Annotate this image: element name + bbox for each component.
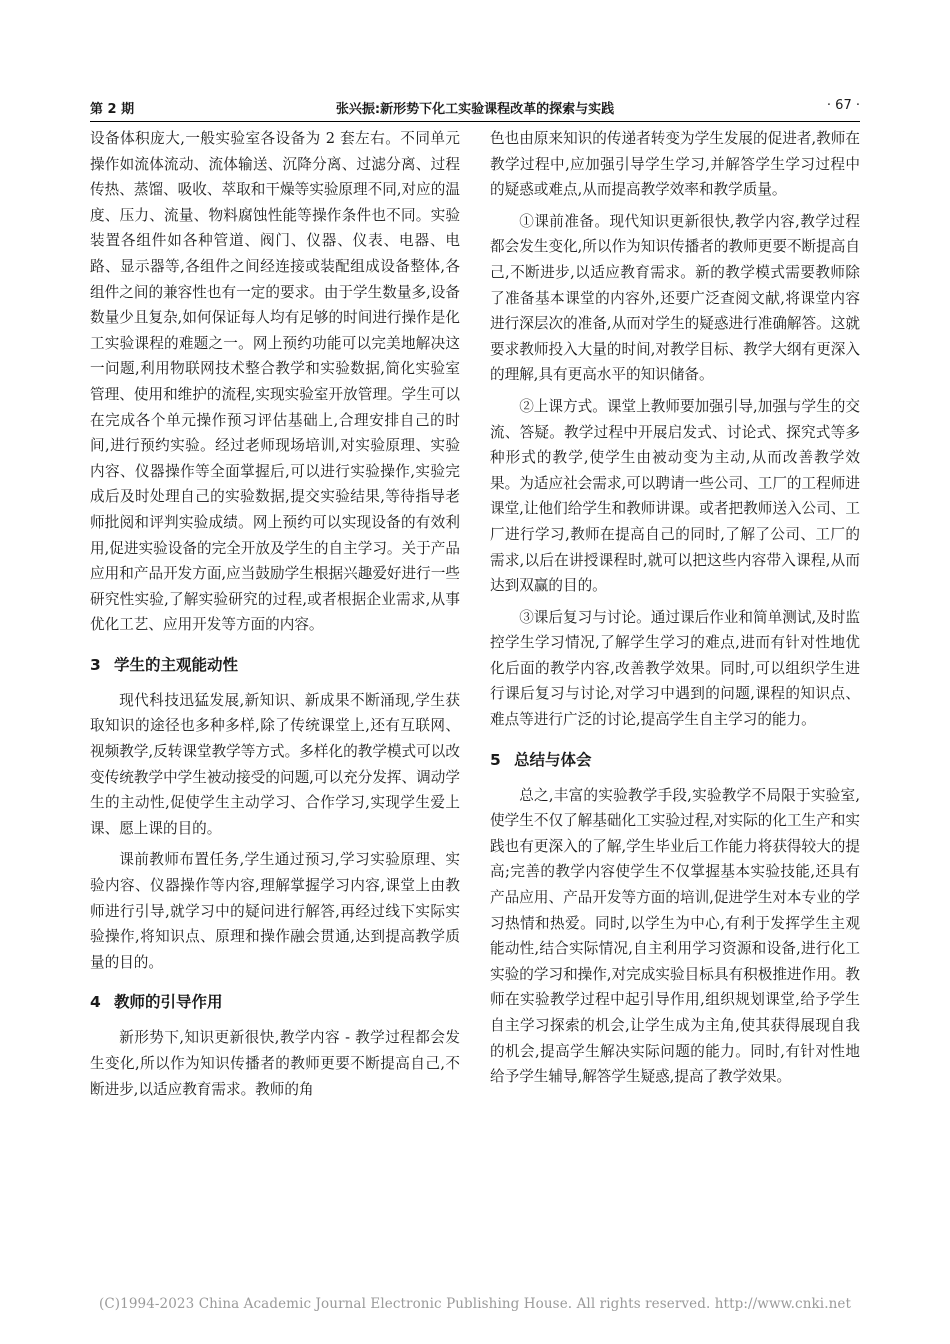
section-number: 5 xyxy=(490,750,501,769)
copyright-footer: (C)1994-2023 China Academic Journal Electronic Publishing House. All rights reserved. http://www.cnki.net xyxy=(98,1296,852,1312)
running-header xyxy=(90,96,860,118)
body-paragraph: ③课后复习与讨论。通过课后作业和简单测试,及时监控学生学习情况,了解学生学习的难点,进而有针对性地优化后面的教学内容,改善教学效果。同时,可以组织学生进行课后复习与讨论,对学习中遇到的问题,课程的知识点、难点等进行广泛的讨论,提高学生自主学习的能力。 xyxy=(490,608,860,729)
section-title: 总结与体会 xyxy=(514,750,592,769)
page-number: · 67 · xyxy=(826,98,860,113)
article-running-title: 张兴振:新形势下化工实验课程改革的探索与实践 xyxy=(335,102,615,117)
left-column xyxy=(90,126,460,1108)
section-number: 3 xyxy=(90,655,101,674)
section-title: 教师的引导作用 xyxy=(114,993,223,1012)
body-paragraph: 课前教师布置任务,学生通过预习,学习实验原理、实验内容、仪器操作等内容,理解掌握学习内容,课堂上由教师进行引导,就学习中的疑问进行解答,再经过线下实际实验操作,将知识点、原理和操作融会贯通,达到提高教学质量的目的。 xyxy=(90,851,460,971)
section-5-heading xyxy=(490,749,860,771)
body-paragraph: ②上课方式。课堂上教师要加强引导,加强与学生的交流、答疑。教学过程中开展启发式、讨论式、探究式等多种形式的教学,使学生由被动变为主动,从而改善教学效果。为适应社会需求,可以聘请一些公司、工厂的工程师进课堂,让他们给学生和教师讲课。或者把教师送入公司、工厂进行学习,教师在提高自己的同时,了解了公司、工厂的需求,以后在讲授课程时,就可以把这些内容带入课程,从而达到双赢的目的。 xyxy=(490,397,860,595)
body-paragraph: ①课前准备。现代知识更新很快,教学内容,教学过程都会发生变化,所以作为知识传播者的教师更要不断提高自己,不断进步,以适应教育需求。新的教学模式需要教师除了准备基本课堂的内容外,还要广泛查阅文献,将课堂内容进行深层次的准备,从而对学生的疑惑进行准确解答。这就要求教师投入大量的时间,对教学目标、教学大纲有更深入的理解,具有更高水平的知识储备。 xyxy=(490,212,860,384)
section-number: 4 xyxy=(90,993,101,1012)
body-paragraph: 新形势下,知识更新很快,教学内容 - 教学过程都会发生变化,所以作为知识传播者的教师更要不断提高自己,不断进步,以适应教育需求。教师的角 xyxy=(90,1029,460,1098)
section-3-heading xyxy=(90,654,460,676)
section-title: 学生的主观能动性 xyxy=(114,655,239,674)
body-paragraph: 现代科技迅猛发展,新知识、新成果不断涌现,学生获取知识的途径也多种多样,除了传统课堂上,还有互联网、视频教学,反转课堂教学等方式。多样化的教学模式可以改变传统教学中学生被动接受的问题,可以充分发挥、调动学生的主动性,促使学生主动学习、合作学习,实现学生爱上课、愿上课的目的。 xyxy=(90,691,460,837)
body-paragraph: 总之,丰富的实验教学手段,实验教学不局限于实验室,使学生不仅了解基础化工实验过程,对实际的化工生产和实践也有更深入的了解,学生毕业后工作能力将获得较大的提高;完善的教学内容使学生不仅掌握基本实验技能,还具有产品应用、产品开发等方面的培训,促进学生对本专业的学习热情和热爱。同时,以学生为中心,有利于发挥学生主观能动性,结合实际情况,自主利用学习资源和设备,进行化工实验的学习和操作,对完成实验目标具有积极推进作用。教师在实验教学过程中起引导作用,组织规划课堂,给予学生自主学习探索的机会,让学生成为主角,使其获得展现自我的机会,提高学生解决实际问题的能力。同时,有针对性地给予学生辅导,解答学生疑惑,提高了教学效果。 xyxy=(490,786,860,1086)
body-paragraph: 色也由原来知识的传递者转变为学生发展的促进者,教师在教学过程中,应加强引导学生学习,并解答学生学习过程中的疑惑或难点,从而提高教学效率和教学质量。 xyxy=(490,130,860,199)
issue-number: 第 2 期 xyxy=(90,102,135,117)
body-paragraph: 设备体积庞大,一般实验室各设备为 2 套左右。不同单元操作如流体流动、流体输送、沉降分离、过滤分离、过程传热、蒸馏、吸收、萃取和干燥等实验原理不同,对应的温度、压力、流量、物料腐蚀性能等操作条件也不同。实验装置各组件如各种管道、阀门、仪器、仪表、电器、电路、显示器等,各组件之间经连接或装配组成设备整体,各组件之间的兼容性也有一定的要求。由于学生数量多,设备数量少且复杂,如何保证每人均有足够的时间进行操作是化工实验课程的难题之一。网上预约功能可以完美地解决这一问题,利用物联网技术整合教学和实验数据,简化实验室管理、使用和维护的流程,实现实验室开放管理。学生可以在完成各个单元操作预习评估基础上,合理安排自己的时间,进行预约实验。经过老师现场培训,对实验原理、实验内容、仪器操作等全面掌握后,可以进行实验操作,实验完成后及时处理自己的实验数据,提交实验结果,等待指导老师批阅和评判实验成绩。网上预约可以实现设备的有效利用,促进实验设备的完全开放及学生的自主学习。关于产品应用和产品开发方面,应当鼓励学生根据兴趣爱好进行一些研究性实验,了解实验研究的过程,或者根据企业需求,从事优化工艺、应用开发等方面的内容。 xyxy=(90,130,460,634)
section-4-heading xyxy=(90,991,460,1013)
header-rule xyxy=(90,121,860,122)
right-column xyxy=(490,126,860,1096)
